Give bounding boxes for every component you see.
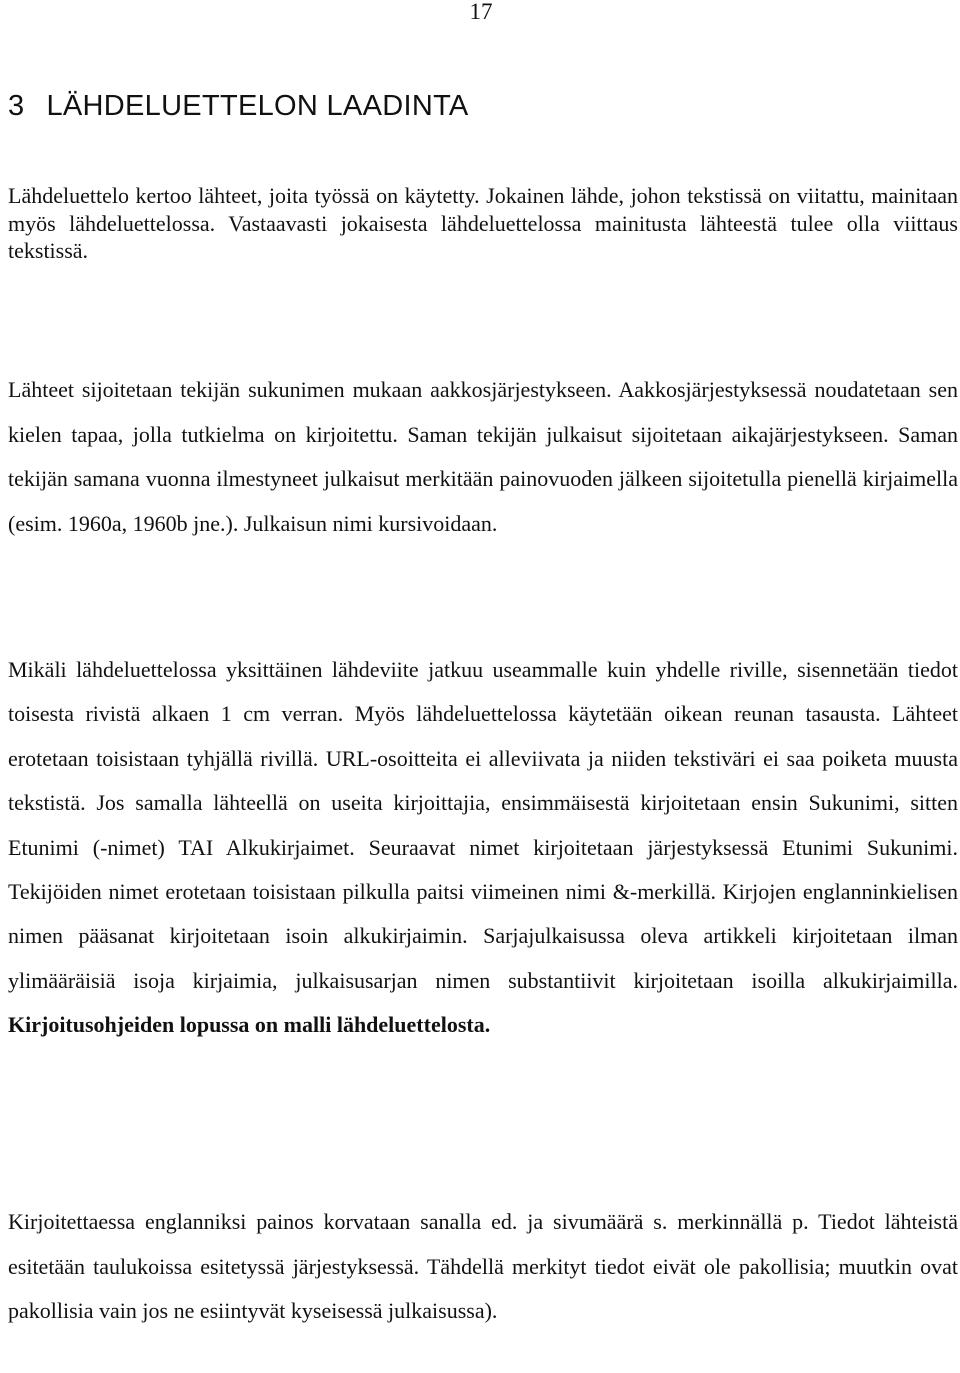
paragraph-formatting-text: Mikäli lähdeluettelossa yksittäinen lähdeviite jatkuu useammalle kuin yhdelle riville, sisennetään tiedot toisesta rivistä alkaen 1 cm verran. Myös lähdeluettelossa käytetään oikean reunan tasausta. Lähteet erotetaan toisistaan tyhjällä rivillä. URL-osoitteita ei alleviivata ja niiden tekstiväri ei saa poiketa muusta tekstistä. Jos samalla lähteellä on useita kirjoittajia, ensimmäisestä kirjoitetaan ensin Sukunimi, sitten Etunimi (-nimet) TAI Alkukirjaimet. Seuraavat nimet kirjoitetaan järjestyksessä Etunimi Sukunimi. Tekijöiden nimet erotetaan toisistaan pilkulla paitsi viimeinen nimi &-merkillä. Kirjojen englanninkielisen nimen pääsanat kirjoitetaan isoin alkukirjaimin. Sarjajulkaisussa oleva artikkeli kirjoitetaan ilman ylimääräisiä isoja kirjaimia, julkaisusarjan nimen substantiivit kirjoitetaan isoilla alkukirjaimilla. xyxy=(8,657,958,993)
section-heading xyxy=(8,86,469,126)
paragraph-formatting-bold-note: Kirjoitusohjeiden lopussa on malli lähdeluettelosta. xyxy=(8,1012,491,1038)
paragraph-ordering: Lähteet sijoitetaan tekijän sukunimen mukaan aakkosjärjestykseen. Aakkosjärjestyksessä noudatetaan sen kielen tapaa, jolla tutkielma on kirjoitettu. Saman tekijän julkaisut sijoitetaan aikajärjestykseen. Saman tekijän samana vuonna ilmestyneet julkaisut merkitään painovuoden jälkeen sijoitetulla pienellä kirjaimella (esim. 1960a, 1960b jne.). Julkaisun nimi kursivoidaan. xyxy=(8,377,958,536)
section-number: 3 xyxy=(8,90,25,122)
paragraph-english: Kirjoitettaessa englanniksi painos korvataan sanalla ed. ja sivumäärä s. merkinnällä p. Tiedot lähteistä esitetään taulukoissa esitetyssä järjestyksessä. Tähdellä merkityt tiedot eivät ole pakollisia; muutkin ovat pakollisia vain jos ne esiintyvät kyseisessä julkaisussa). xyxy=(8,1209,958,1323)
paragraph-intro: Lähdeluettelo kertoo lähteet, joita työssä on käytetty. Jokainen lähde, johon tekstissä on viitattu, mainitaan myös lähdeluettelossa. Vastaavasti jokaisesta lähdeluettelossa mainitusta lähteestä tulee olla viittaus tekstissä. xyxy=(8,183,958,263)
paragraph-formatting xyxy=(8,648,958,1048)
page-number: 17 xyxy=(469,0,493,24)
section-title: LÄHDELUETTELON LAADINTA xyxy=(46,90,469,122)
